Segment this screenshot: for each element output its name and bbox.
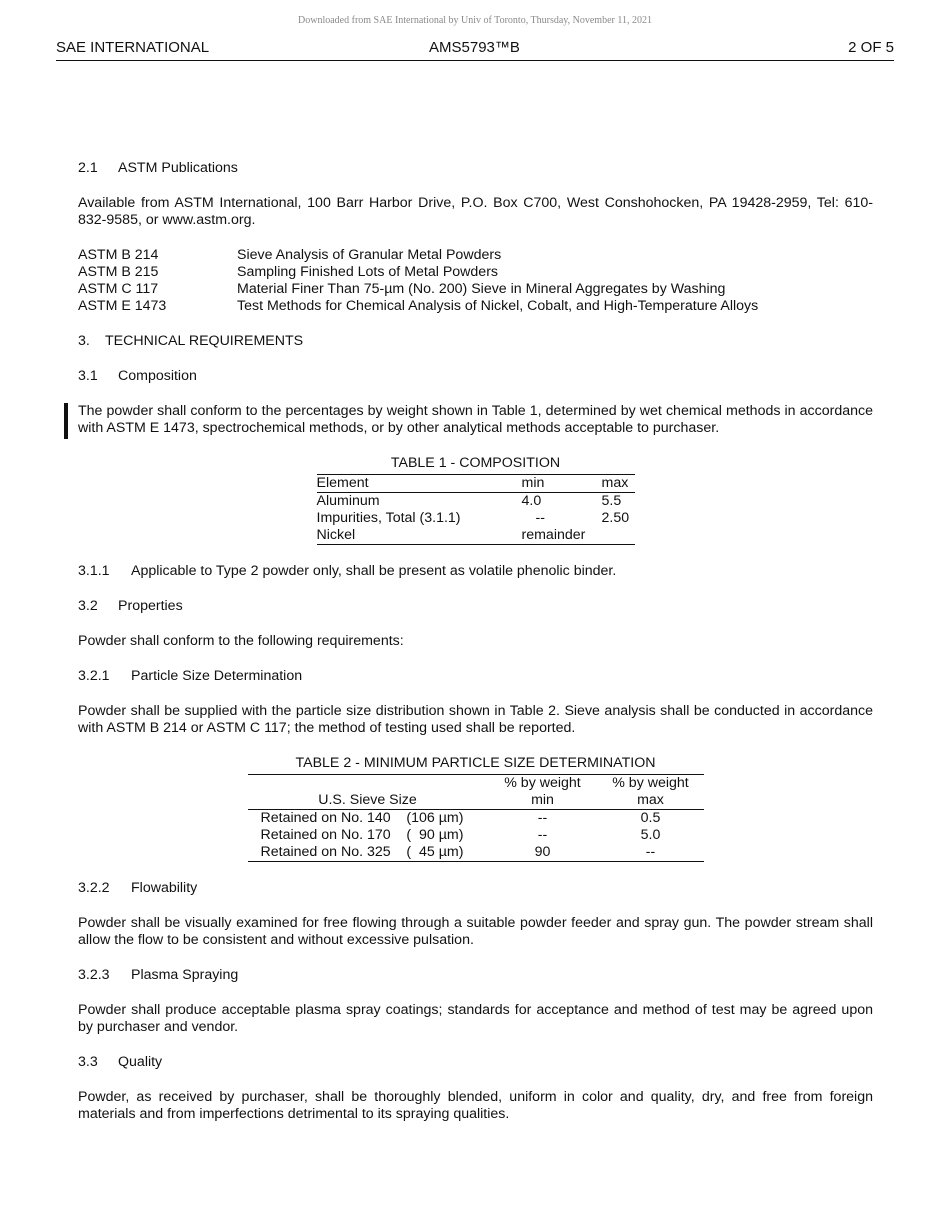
section-number: 3.1.1 bbox=[78, 563, 110, 579]
section-3-2-2-text: Powder shall be visually examined for free flowing through a suitable powder feeder and spray gun. The powder stream shall allow the flow to be consistent and without excessive pulsation. bbox=[78, 915, 873, 948]
cell-max: 5.0 bbox=[640, 827, 661, 843]
cell-sieve-size: Retained on No. 325 ( 45 µm) bbox=[260, 844, 464, 860]
table-row bbox=[248, 827, 704, 844]
reference-title: Sieve Analysis of Granular Metal Powders bbox=[237, 247, 502, 263]
cell-min: remainder bbox=[521, 527, 586, 543]
section-text: Applicable to Type 2 powder only, shall be present as volatile phenolic binder. bbox=[131, 563, 617, 579]
cell-max: 2.50 bbox=[601, 510, 630, 526]
section-3-2-2-heading bbox=[78, 880, 873, 897]
cell-min: 90 bbox=[534, 844, 551, 860]
section-number: 3.2.2 bbox=[78, 880, 110, 896]
table-row bbox=[317, 510, 635, 527]
section-3-2-heading bbox=[78, 598, 873, 615]
column-header-max-line2: max bbox=[598, 792, 704, 810]
section-3-heading bbox=[78, 333, 873, 350]
reference-list bbox=[78, 247, 873, 315]
section-number: 3.2 bbox=[78, 598, 98, 614]
reference-code: ASTM C 117 bbox=[78, 281, 159, 297]
cell-max: 0.5 bbox=[640, 810, 661, 826]
section-number: 3.2.3 bbox=[78, 967, 110, 983]
reference-code: ASTM E 1473 bbox=[78, 298, 167, 314]
column-header-max: max bbox=[602, 475, 635, 493]
reference-title: Material Finer Than 75-µm (No. 200) Sieve in Mineral Aggregates by Washing bbox=[237, 281, 726, 297]
cell-element: Impurities, Total (3.1.1) bbox=[316, 510, 461, 526]
reference-title: Test Methods for Chemical Analysis of Nickel, Cobalt, and High-Temperature Alloys bbox=[237, 298, 759, 314]
table-2-title: TABLE 2 - MINIMUM PARTICLE SIZE DETERMINATION bbox=[295, 755, 656, 771]
section-number: 3.1 bbox=[78, 368, 98, 384]
header-page-number: 2 OF 5 bbox=[848, 39, 894, 56]
cell-min: -- bbox=[537, 810, 548, 826]
section-title: ASTM Publications bbox=[118, 160, 238, 176]
section-3-2-1-text: Powder shall be supplied with the particle size distribution shown in Table 2. Sieve analysis shall be conducted in accordance with ASTM B 214 or ASTM C 117; the method of testing used shall be reported. bbox=[78, 703, 873, 736]
column-header-max-line1: % by weight bbox=[612, 775, 689, 791]
reference-item bbox=[78, 247, 873, 264]
revision-change-bar bbox=[64, 403, 68, 439]
cell-min: -- bbox=[537, 827, 548, 843]
section-2-1-heading bbox=[78, 160, 873, 177]
section-title: Composition bbox=[118, 368, 197, 384]
section-3-3-heading bbox=[78, 1054, 873, 1071]
column-header-min-line2: min bbox=[488, 792, 598, 810]
reference-code: ASTM B 215 bbox=[78, 264, 159, 280]
section-title: Quality bbox=[118, 1054, 163, 1070]
table-1-title: TABLE 1 - COMPOSITION bbox=[390, 455, 561, 471]
section-number: 3. bbox=[78, 333, 90, 349]
page-header bbox=[56, 38, 894, 61]
table-row bbox=[248, 844, 704, 862]
section-3-1-1-heading bbox=[78, 563, 873, 580]
section-title: Plasma Spraying bbox=[131, 967, 239, 983]
section-title: TECHNICAL REQUIREMENTS bbox=[105, 333, 304, 349]
header-doc-id: AMS5793™B bbox=[429, 39, 520, 56]
section-3-2-3-heading bbox=[78, 967, 873, 984]
section-number: 3.3 bbox=[78, 1054, 98, 1070]
reference-item bbox=[78, 264, 873, 281]
table-header-row bbox=[248, 792, 704, 810]
cell-min: -- bbox=[535, 510, 545, 526]
cell-min: 4.0 bbox=[521, 493, 542, 509]
cell-element: Aluminum bbox=[316, 493, 380, 509]
table-header-row bbox=[248, 775, 704, 793]
header-org: SAE INTERNATIONAL bbox=[56, 39, 210, 56]
section-3-1-heading bbox=[78, 368, 873, 385]
composition-table bbox=[317, 474, 635, 545]
reference-item bbox=[78, 298, 873, 315]
section-3-1-text: The powder shall conform to the percentages by weight shown in Table 1, determined by wet chemical methods in accordance with ASTM E 1473, spectrochemical methods, or by other analytical methods acceptable to purchaser. bbox=[78, 403, 873, 436]
table-row bbox=[317, 527, 635, 545]
cell-sieve-size: Retained on No. 140 (106 µm) bbox=[260, 810, 464, 826]
cell-sieve-size: Retained on No. 170 ( 90 µm) bbox=[260, 827, 464, 843]
section-3-3-text: Powder, as received by purchaser, shall be thoroughly blended, uniform in color and quality, dry, and free from foreign materials and from imperfections detrimental to its spraying qualities. bbox=[78, 1089, 873, 1122]
section-title: Properties bbox=[118, 598, 183, 614]
reference-title: Sampling Finished Lots of Metal Powders bbox=[237, 264, 499, 280]
document-body bbox=[78, 160, 873, 1141]
reference-item bbox=[78, 281, 873, 298]
download-note: Downloaded from SAE International by Univ of Toronto, Thursday, November 11, 2021 bbox=[298, 15, 652, 26]
section-number: 3.2.1 bbox=[78, 668, 110, 684]
cell-element: Nickel bbox=[316, 527, 356, 543]
section-3-2-1-heading bbox=[78, 668, 873, 685]
section-title: Flowability bbox=[131, 880, 198, 896]
column-header-min: min bbox=[522, 475, 602, 493]
table-row bbox=[248, 810, 704, 828]
section-3-2-3-text: Powder shall produce acceptable plasma spray coatings; standards for acceptance and method of test may be agreed upon by purchaser and vendor. bbox=[78, 1002, 873, 1035]
cell-max: 5.5 bbox=[601, 493, 622, 509]
table-row bbox=[317, 493, 635, 511]
column-header-min-line1: % by weight bbox=[504, 775, 581, 791]
section-2-1-text: Available from ASTM International, 100 Barr Harbor Drive, P.O. Box C700, West Conshohocken, PA 19428-2959, Tel: 610-832-9585, or www.astm.org. bbox=[78, 195, 873, 228]
section-title: Particle Size Determination bbox=[131, 668, 303, 684]
reference-code: ASTM B 214 bbox=[78, 247, 159, 263]
section-3-2-text: Powder shall conform to the following requirements: bbox=[78, 633, 404, 649]
column-header-element: Element bbox=[317, 475, 522, 493]
column-header-sieve-size: U.S. Sieve Size bbox=[248, 792, 488, 810]
table-header-row bbox=[317, 475, 635, 493]
cell-max: -- bbox=[645, 844, 656, 860]
particle-size-table bbox=[248, 774, 704, 862]
section-number: 2.1 bbox=[78, 160, 98, 176]
